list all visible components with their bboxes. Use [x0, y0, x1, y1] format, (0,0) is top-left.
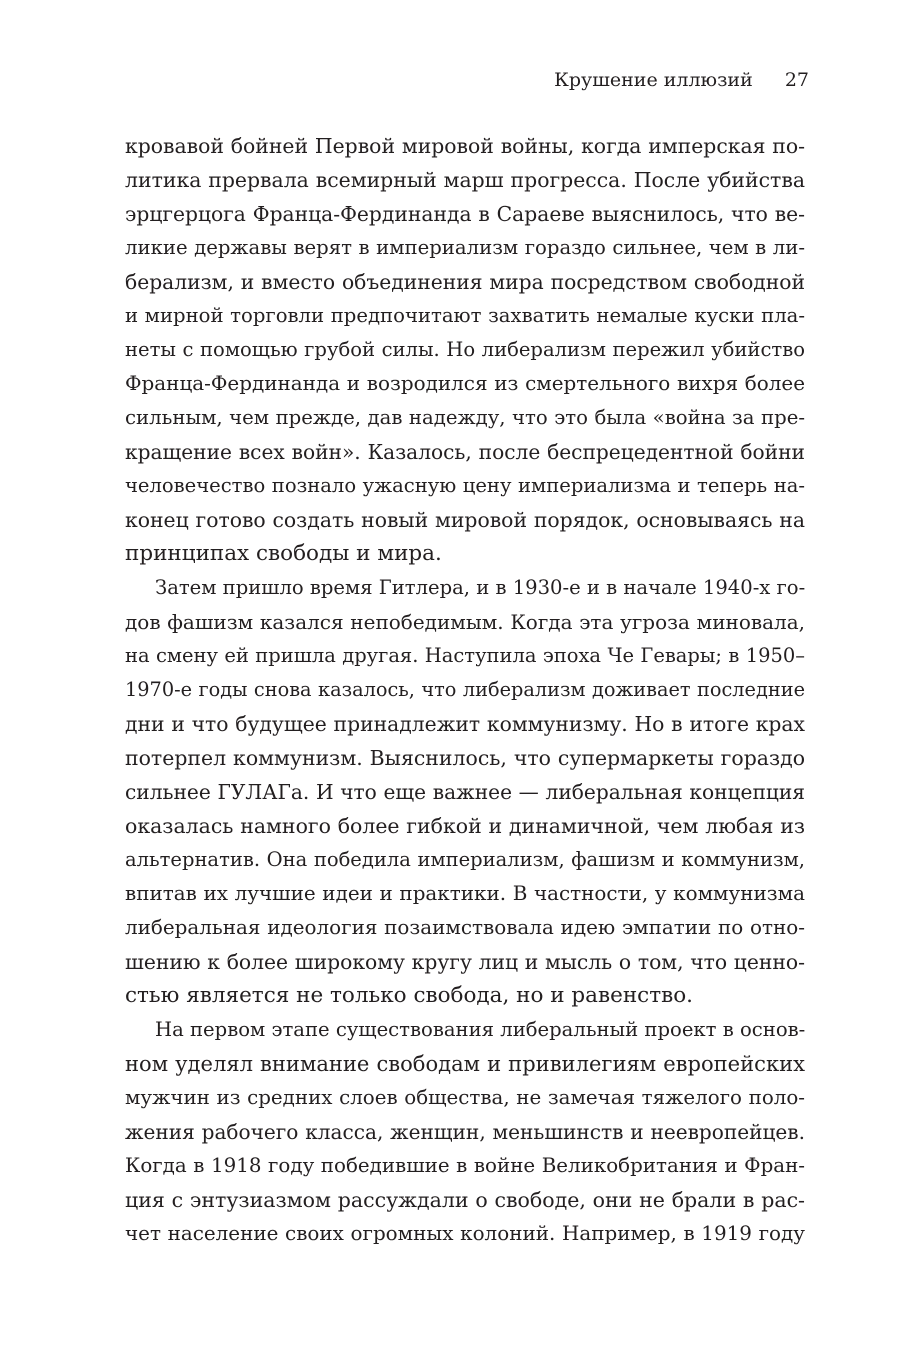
text-line: дов фашизм казался непобедимым. Когда эта угроза миновала, [125, 610, 805, 634]
text-line: 1970-е годы снова казалось, что либерализм доживает последние [125, 678, 805, 701]
paragraph [125, 571, 805, 1013]
running-header [554, 66, 809, 94]
text-line: Затем пришло время Гитлера, и в 1930-е и в начале 1940-х го- [155, 576, 806, 599]
text-line: литика прервала всемирный марш прогресса. После убийства [125, 168, 805, 192]
text-line: шению к более широкому кругу лиц и мысль о том, что ценно- [125, 950, 805, 974]
page-number: 27 [784, 69, 809, 91]
body-text [125, 129, 805, 1251]
text-line: альтернатив. Она победила империализм, фашизм и коммунизм, [125, 848, 805, 871]
text-line: оказалась намного более гибкой и динамичной, чем любая из [125, 814, 805, 838]
text-line: кровавой бойней Первой мировой войны, когда имперская по- [125, 134, 805, 158]
text-line: ликие державы верят в империализм гораздо сильнее, чем в ли- [125, 236, 805, 259]
text-line: стью является не только свобода, но и равенство. [125, 983, 693, 1008]
text-line: ном уделял внимание свободам и привилегиям европейских [125, 1051, 805, 1076]
text-line: потерпел коммунизм. Выяснилось, что супермаркеты гораздо [125, 746, 805, 770]
text-line: чет население своих огромных колоний. Например, в 1919 году [125, 1222, 805, 1245]
text-line: жения рабочего класса, женщин, меньшинств и неевропейцев. [125, 1120, 805, 1144]
chapter-title: Крушение иллюзий [554, 69, 753, 91]
text-line: На первом этапе существования либеральный проект в основ- [155, 1018, 806, 1041]
text-line: либеральная идеология позаимствовала идею эмпатии по отно- [125, 916, 805, 939]
text-line: сильнее ГУЛАГа. И что еще важнее — либеральная концепция [125, 780, 805, 804]
text-line: впитав их лучшие идеи и практики. В частности, у коммунизма [125, 882, 805, 905]
text-line: берализм, и вместо объединения мира посредством свободной [125, 270, 805, 294]
text-line: ция с энтузиазмом рассуждали о свободе, они не брали в рас- [125, 1188, 805, 1212]
text-line: на смену ей пришла другая. Наступила эпоха Че Гевары; в 1950– [125, 644, 805, 667]
text-line: кращение всех войн». Казалось, после беспрецедентной бойни [125, 440, 805, 464]
text-line: эрцгерцога Франца-Фердинанда в Сараеве выяснилось, что ве- [125, 202, 805, 226]
text-line: мужчин из средних слоев общества, не замечая тяжелого поло- [125, 1086, 805, 1109]
text-line: принципах свободы и мира. [125, 541, 442, 566]
text-line: Когда в 1918 году победившие в войне Великобритания и Фран- [125, 1154, 805, 1177]
text-line: Франца-Фердинанда и возродился из смертельного вихря более [125, 372, 805, 395]
text-line: дни и что будущее принадлежит коммунизму. Но в итоге крах [125, 712, 805, 736]
paragraph [125, 1013, 805, 1251]
text-line: конец готово создать новый мировой порядок, основываясь на [125, 508, 805, 532]
text-line: неты с помощью грубой силы. Но либерализм пережил убийство [125, 338, 805, 361]
paragraph [125, 129, 805, 571]
text-line: сильным, чем прежде, дав надежду, что это была «война за пре- [125, 406, 805, 429]
text-line: человечество познало ужасную цену империализма и теперь на- [125, 474, 805, 497]
text-line: и мирной торговли предпочитают захватить немалые куски пла- [125, 304, 805, 327]
